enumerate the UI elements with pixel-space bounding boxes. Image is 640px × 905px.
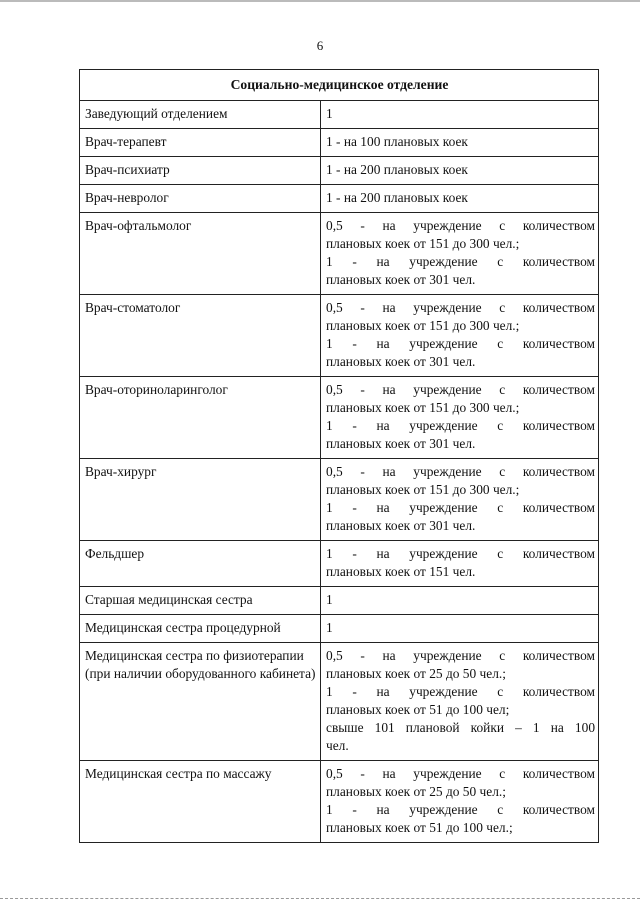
staffing-table <box>79 69 599 843</box>
staffing-norm <box>321 541 599 587</box>
table-row <box>80 129 599 157</box>
norm-line: плановых коек от 151 чел. <box>326 564 476 579</box>
table-row <box>80 295 599 377</box>
table-row <box>80 643 599 761</box>
norm-line: 1 - на учреждение с количеством <box>326 418 596 433</box>
norm-line: 1 - на учреждение с количеством <box>326 802 596 817</box>
position-name: Врач-терапевт <box>80 129 321 157</box>
norm-line: плановых коек от 51 до 100 чел.; <box>326 820 513 835</box>
page-bottom-edge <box>0 898 640 900</box>
staffing-norm <box>321 643 599 761</box>
norm-line: 1 - на 200 плановых коек <box>326 190 468 205</box>
position-name: Врач-психиатр <box>80 157 321 185</box>
norm-line: 0,5 - на учреждение с количеством <box>326 464 596 479</box>
position-name: Старшая медицинская сестра <box>80 587 321 615</box>
page-top-edge <box>0 0 640 2</box>
staffing-norm <box>321 587 599 615</box>
page-number: 6 <box>316 38 324 53</box>
norm-line: плановых коек от 25 до 50 чел.; <box>326 666 506 681</box>
norm-line: плановых коек от 151 до 300 чел.; <box>326 318 520 333</box>
position-name: Медицинская сестра по физиотерапии (при наличии оборудованного кабинета) <box>80 643 321 761</box>
position-name: Врач-оториноларинголог <box>80 377 321 459</box>
table-row <box>80 377 599 459</box>
position-name: Заведующий отделением <box>80 101 321 129</box>
position-name: Врач-невролог <box>80 185 321 213</box>
position-name: Врач-офтальмолог <box>80 213 321 295</box>
norm-line: плановых коек от 301 чел. <box>326 272 476 287</box>
norm-line: 1 <box>326 620 333 635</box>
norm-line: плановых коек от 151 до 300 чел.; <box>326 400 520 415</box>
staffing-norm <box>321 101 599 129</box>
position-name: Медицинская сестра по массажу <box>80 761 321 843</box>
table-row <box>80 185 599 213</box>
position-name: Врач-стоматолог <box>80 295 321 377</box>
staffing-norm <box>321 185 599 213</box>
norm-line: плановых коек от 301 чел. <box>326 436 476 451</box>
table-row <box>80 101 599 129</box>
staffing-norm <box>321 295 599 377</box>
position-name: Фельдшер <box>80 541 321 587</box>
staffing-norm <box>321 761 599 843</box>
norm-line: 1 <box>326 106 333 121</box>
staffing-norm <box>321 459 599 541</box>
norm-line: 0,5 - на учреждение с количеством <box>326 648 596 663</box>
norm-line: 1 - на 100 плановых коек <box>326 134 468 149</box>
staffing-norm <box>321 615 599 643</box>
section-header-row <box>80 70 599 101</box>
staffing-norm <box>321 129 599 157</box>
staffing-norm <box>321 213 599 295</box>
table-row <box>80 615 599 643</box>
table-row <box>80 459 599 541</box>
table-row <box>80 157 599 185</box>
norm-line: плановых коек от 25 до 50 чел.; <box>326 784 506 799</box>
norm-line: плановых коек от 151 до 300 чел.; <box>326 482 520 497</box>
norm-line: свыше 101 плановой койки – 1 на 100 <box>326 720 596 735</box>
position-name: Медицинская сестра процедурной <box>80 615 321 643</box>
norm-line: 1 - на 200 плановых коек <box>326 162 468 177</box>
table-body <box>80 101 599 843</box>
position-name: Врач-хирург <box>80 459 321 541</box>
norm-line: 1 - на учреждение с количеством <box>326 500 596 515</box>
norm-line: 0,5 - на учреждение с количеством <box>326 766 596 781</box>
staffing-norm <box>321 377 599 459</box>
table-row <box>80 587 599 615</box>
norm-line: плановых коек от 301 чел. <box>326 354 476 369</box>
section-title: Социально-медицинское отделение <box>80 70 599 101</box>
norm-line: 1 - на учреждение с количеством <box>326 546 596 561</box>
norm-line: 0,5 - на учреждение с количеством <box>326 218 596 233</box>
norm-line: 0,5 - на учреждение с количеством <box>326 300 596 315</box>
norm-line: 1 - на учреждение с количеством <box>326 336 596 351</box>
norm-line: 1 <box>326 592 333 607</box>
norm-line: плановых коек от 51 до 100 чел; <box>326 702 510 717</box>
norm-line: плановых коек от 151 до 300 чел.; <box>326 236 520 251</box>
staffing-norm <box>321 157 599 185</box>
norm-line: 1 - на учреждение с количеством <box>326 684 596 699</box>
norm-line: плановых коек от 301 чел. <box>326 518 476 533</box>
table-row <box>80 213 599 295</box>
table-row <box>80 761 599 843</box>
norm-line: 1 - на учреждение с количеством <box>326 254 596 269</box>
norm-line: чел. <box>326 738 349 753</box>
table-row <box>80 541 599 587</box>
norm-line: 0,5 - на учреждение с количеством <box>326 382 596 397</box>
